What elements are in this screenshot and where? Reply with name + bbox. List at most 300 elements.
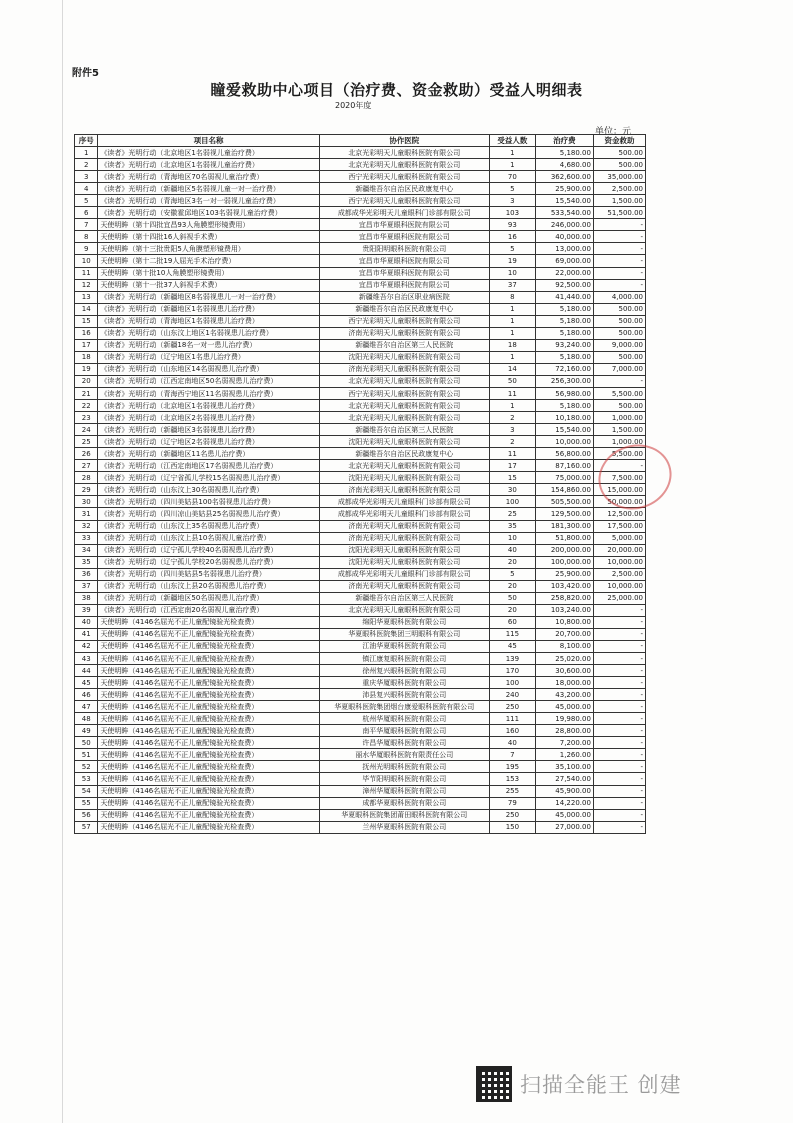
cell-project-name: 天使明眸（第十四批宜昌93人角膜塑形镜费用） [98,219,319,231]
table-row [75,556,646,568]
cell-no: 22 [75,400,98,412]
cell-no: 19 [75,363,98,375]
cell-no: 8 [75,231,98,243]
cell-project-name: 《读者》光明行动（江西定南20名弱视儿童治疗费） [98,604,319,616]
cell-no: 55 [75,797,98,809]
cell-no: 45 [75,677,98,689]
cell-treatment-fee: 35,100.00 [535,761,593,773]
header-no: 序号 [75,135,98,147]
cell-beneficiary-count: 1 [489,351,535,363]
cell-hospital: 华夏眼科医院集团三明眼科有限公司 [319,628,489,640]
cell-project-name: 天使明眸（第十批10人角膜塑形镜费用） [98,267,319,279]
cell-project-name: 天使明眸（4146名屈光不正儿童配镜验光检查费） [98,616,319,628]
cell-beneficiary-count: 50 [489,375,535,387]
cell-beneficiary-count: 153 [489,773,535,785]
cell-beneficiary-count: 5 [489,243,535,255]
cell-beneficiary-count: 17 [489,460,535,472]
table-row [75,737,646,749]
cell-treatment-fee: 129,500.00 [535,508,593,520]
cell-beneficiary-count: 10 [489,532,535,544]
cell-beneficiary-count: 1 [489,315,535,327]
table-row [75,400,646,412]
cell-treatment-fee: 69,000.00 [535,255,593,267]
cell-financial-aid: 25,000.00 [593,592,645,604]
header-fee: 治疗费 [535,135,593,147]
cell-no: 47 [75,701,98,713]
header-hospital: 协作医院 [319,135,489,147]
cell-beneficiary-count: 103 [489,207,535,219]
cell-financial-aid: - [593,773,645,785]
header-count: 受益人数 [489,135,535,147]
cell-hospital: 宜昌市华夏眼科医院有限公司 [319,279,489,291]
cell-beneficiary-count: 70 [489,171,535,183]
cell-beneficiary-count: 60 [489,616,535,628]
cell-no: 54 [75,785,98,797]
cell-project-name: 天使明眸（4146名屈光不正儿童配镜验光检查费） [98,653,319,665]
cell-project-name: 《读者》光明行动（新疆地区5名弱视儿童一对一治疗费） [98,183,319,195]
table-row [75,713,646,725]
cell-financial-aid: 500.00 [593,303,645,315]
cell-no: 29 [75,484,98,496]
cell-hospital: 成都华夏眼科医院有限公司 [319,797,489,809]
cell-treatment-fee: 8,100.00 [535,640,593,652]
cell-project-name: 《读者》光明行动（山东地区14名弱视患儿治疗费） [98,363,319,375]
cell-hospital: 北京光彩明天儿童眼科医院有限公司 [319,604,489,616]
cell-hospital: 华夏眼科医院集团莆田眼科医院有限公司 [319,809,489,821]
cell-beneficiary-count: 20 [489,580,535,592]
header-name: 项目名称 [98,135,319,147]
cell-financial-aid: - [593,809,645,821]
cell-financial-aid: 500.00 [593,327,645,339]
document-title: 瞳爱救助中心项目（治疗费、资金救助）受益人明细表 [210,81,583,99]
cell-financial-aid: - [593,749,645,761]
cell-hospital: 南平华厦眼科医院有限公司 [319,725,489,737]
cell-project-name: 《读者》光明行动（青海地区1名弱视患儿治疗费） [98,315,319,327]
cell-treatment-fee: 5,180.00 [535,303,593,315]
cell-treatment-fee: 246,000.00 [535,219,593,231]
cell-beneficiary-count: 2 [489,412,535,424]
cell-project-name: 《读者》光明行动（江西定南地区17名弱视患儿治疗费） [98,460,319,472]
cell-beneficiary-count: 160 [489,725,535,737]
cell-treatment-fee: 103,240.00 [535,604,593,616]
cell-hospital: 济南光彩明天儿童眼科医院有限公司 [319,484,489,496]
table-row [75,640,646,652]
table-header-row [75,135,646,147]
table-row [75,592,646,604]
cell-no: 43 [75,653,98,665]
cell-no: 12 [75,279,98,291]
table-row [75,604,646,616]
cell-no: 38 [75,592,98,604]
cell-project-name: 天使明眸（4146名屈光不正儿童配镜验光检查费） [98,809,319,821]
cell-treatment-fee: 45,000.00 [535,701,593,713]
cell-financial-aid: 500.00 [593,351,645,363]
cell-project-name: 《读者》光明行动（辽宁地区1名患儿治疗费） [98,351,319,363]
cell-beneficiary-count: 35 [489,520,535,532]
cell-no: 24 [75,424,98,436]
table-row [75,653,646,665]
cell-beneficiary-count: 11 [489,448,535,460]
cell-no: 20 [75,375,98,387]
cell-beneficiary-count: 150 [489,821,535,833]
table-row [75,279,646,291]
cell-treatment-fee: 27,540.00 [535,773,593,785]
table-row [75,412,646,424]
cell-financial-aid: 10,000.00 [593,556,645,568]
cell-treatment-fee: 45,000.00 [535,809,593,821]
cell-treatment-fee: 10,000.00 [535,436,593,448]
cell-beneficiary-count: 40 [489,737,535,749]
cell-financial-aid: 500.00 [593,315,645,327]
cell-treatment-fee: 56,800.00 [535,448,593,460]
cell-treatment-fee: 5,180.00 [535,147,593,159]
cell-treatment-fee: 13,000.00 [535,243,593,255]
cell-project-name: 天使明眸（第十四批16人斜视手术费） [98,231,319,243]
cell-treatment-fee: 100,000.00 [535,556,593,568]
table-row [75,544,646,556]
cell-financial-aid: - [593,737,645,749]
table-row [75,195,646,207]
table-row [75,436,646,448]
cell-no: 33 [75,532,98,544]
cell-financial-aid: - [593,761,645,773]
cell-no: 46 [75,689,98,701]
cell-financial-aid: - [593,460,645,472]
cell-beneficiary-count: 100 [489,677,535,689]
cell-financial-aid: 500.00 [593,400,645,412]
cell-treatment-fee: 40,000.00 [535,231,593,243]
cell-financial-aid: 20,000.00 [593,544,645,556]
cell-hospital: 华夏眼科医院集团烟台康爱眼科医院有限公司 [319,701,489,713]
cell-treatment-fee: 181,300.00 [535,520,593,532]
cell-hospital: 宜昌市华夏眼科医院有限公司 [319,219,489,231]
cell-financial-aid: 5,000.00 [593,532,645,544]
cell-beneficiary-count: 3 [489,424,535,436]
cell-project-name: 天使明眸（4146名屈光不正儿童配镜验光检查费） [98,689,319,701]
cell-treatment-fee: 56,980.00 [535,387,593,399]
cell-hospital: 西宁光彩明天儿童眼科医院有限公司 [319,195,489,207]
cell-no: 15 [75,315,98,327]
cell-beneficiary-count: 1 [489,400,535,412]
cell-project-name: 《读者》光明行动（四川美姑县5名弱视患儿治疗费） [98,568,319,580]
cell-hospital: 徐州复兴眼科医院有限公司 [319,665,489,677]
cell-financial-aid: 12,500.00 [593,508,645,520]
cell-project-name: 《读者》光明行动（新疆地区11名患儿治疗费） [98,448,319,460]
table-row [75,496,646,508]
cell-hospital: 丽水华厦眼科医院有限责任公司 [319,749,489,761]
table-row [75,243,646,255]
cell-no: 32 [75,520,98,532]
cell-no: 27 [75,460,98,472]
cell-financial-aid: 9,000.00 [593,339,645,351]
cell-no: 34 [75,544,98,556]
cell-treatment-fee: 5,180.00 [535,327,593,339]
cell-hospital: 新疆维吾尔自治区民政康复中心 [319,183,489,195]
cell-treatment-fee: 200,000.00 [535,544,593,556]
cell-project-name: 天使明眸（4146名屈光不正儿童配镜验光检查费） [98,640,319,652]
cell-beneficiary-count: 30 [489,484,535,496]
cell-beneficiary-count: 240 [489,689,535,701]
cell-hospital: 新疆维吾尔自治区第三人民医院 [319,592,489,604]
cell-financial-aid: - [593,701,645,713]
cell-treatment-fee: 20,700.00 [535,628,593,640]
cell-no: 30 [75,496,98,508]
cell-no: 5 [75,195,98,207]
table-row [75,460,646,472]
cell-project-name: 天使明眸（第十一批37人斜视手术费） [98,279,319,291]
cell-project-name: 《读者》光明行动（新疆18名一对一患儿治疗费） [98,339,319,351]
table-row [75,580,646,592]
cell-financial-aid: - [593,653,645,665]
cell-project-name: 天使明眸（4146名屈光不正儿童配镜验光检查费） [98,713,319,725]
cell-project-name: 《读者》光明行动（北京地区2名弱视患儿治疗费） [98,412,319,424]
cell-hospital: 新疆维吾尔自治区民政康复中心 [319,448,489,460]
cell-no: 10 [75,255,98,267]
cell-beneficiary-count: 37 [489,279,535,291]
cell-beneficiary-count: 45 [489,640,535,652]
cell-hospital: 宜昌市华夏眼科医院有限公司 [319,255,489,267]
cell-no: 26 [75,448,98,460]
cell-beneficiary-count: 79 [489,797,535,809]
cell-no: 37 [75,580,98,592]
cell-financial-aid: 2,500.00 [593,183,645,195]
cell-financial-aid: 500.00 [593,159,645,171]
table-row [75,255,646,267]
cell-project-name: 《读者》光明行动（辽宁孤儿学校20名弱视患儿治疗费） [98,556,319,568]
table-row [75,665,646,677]
table-row [75,375,646,387]
table-row [75,291,646,303]
cell-project-name: 《读者》光明行动（辽宁省孤儿学校15名弱视患儿治疗费） [98,472,319,484]
cell-hospital: 漳州华厦眼科医院有限公司 [319,785,489,797]
cell-hospital: 北京光彩明天儿童眼科医院有限公司 [319,412,489,424]
cell-beneficiary-count: 111 [489,713,535,725]
table-row [75,677,646,689]
cell-treatment-fee: 362,600.00 [535,171,593,183]
cell-beneficiary-count: 100 [489,496,535,508]
cell-financial-aid: 1,000.00 [593,412,645,424]
cell-hospital: 成都成华光彩明天儿童眼科门诊部有限公司 [319,568,489,580]
cell-hospital: 抚州光明眼科医院有限公司 [319,761,489,773]
cell-hospital: 毕节阳明眼科医院有限公司 [319,773,489,785]
cell-hospital: 沈阳光彩明天儿童眼科医院有限公司 [319,544,489,556]
cell-beneficiary-count: 16 [489,231,535,243]
cell-treatment-fee: 87,160.00 [535,460,593,472]
cell-hospital: 济南光彩明天儿童眼科医院有限公司 [319,327,489,339]
cell-financial-aid: - [593,628,645,640]
table-row [75,689,646,701]
cell-project-name: 《读者》光明行动（安徽霍邱地区103名弱视儿童治疗费） [98,207,319,219]
cell-project-name: 《读者》光明行动（青海西宁地区11名弱视患儿治疗费） [98,387,319,399]
cell-no: 40 [75,616,98,628]
cell-financial-aid: - [593,267,645,279]
cell-no: 50 [75,737,98,749]
cell-project-name: 《读者》光明行动（山东汶上30名弱视患儿治疗费） [98,484,319,496]
table-row [75,424,646,436]
cell-no: 18 [75,351,98,363]
cell-treatment-fee: 25,900.00 [535,568,593,580]
cell-hospital: 沈阳光彩明天儿童眼科医院有限公司 [319,472,489,484]
cell-treatment-fee: 5,180.00 [535,315,593,327]
cell-financial-aid: 5,500.00 [593,448,645,460]
cell-hospital: 许昌华厦眼科医院有限公司 [319,737,489,749]
cell-treatment-fee: 43,200.00 [535,689,593,701]
cell-treatment-fee: 256,300.00 [535,375,593,387]
table-row [75,520,646,532]
currency-unit: 单位：元 [595,127,632,137]
cell-no: 42 [75,640,98,652]
cell-no: 16 [75,327,98,339]
cell-hospital: 沛县复兴眼科医院有限公司 [319,689,489,701]
cell-no: 52 [75,761,98,773]
cell-treatment-fee: 5,180.00 [535,351,593,363]
cell-financial-aid: 15,000.00 [593,484,645,496]
cell-project-name: 《读者》光明行动（新疆地区1名弱视患儿治疗费） [98,303,319,315]
cell-project-name: 天使明眸（第十二批19人屈光手术治疗费） [98,255,319,267]
report-year: 2020年度 [335,101,372,110]
cell-no: 56 [75,809,98,821]
table-row [75,821,646,833]
cell-hospital: 北京光彩明天儿童眼科医院有限公司 [319,159,489,171]
cell-treatment-fee: 258,820.00 [535,592,593,604]
table-row [75,171,646,183]
cell-no: 51 [75,749,98,761]
table-row [75,797,646,809]
cell-hospital: 贵阳阳明眼科医院有限公司 [319,243,489,255]
cell-project-name: 天使明眸（4146名屈光不正儿童配镜验光检查费） [98,821,319,833]
table-row [75,231,646,243]
cell-treatment-fee: 505,500.00 [535,496,593,508]
cell-hospital: 北京光彩明天儿童眼科医院有限公司 [319,375,489,387]
cell-no: 23 [75,412,98,424]
cell-financial-aid: 1,000.00 [593,436,645,448]
cell-financial-aid: - [593,785,645,797]
table-row [75,809,646,821]
cell-hospital: 新疆维吾尔自治区民政康复中心 [319,303,489,315]
cell-project-name: 《读者》光明行动（山东汶上县10名弱视儿童治疗费） [98,532,319,544]
cell-project-name: 天使明眸（4146名屈光不正儿童配镜验光检查费） [98,725,319,737]
cell-financial-aid: - [593,616,645,628]
table-row [75,628,646,640]
table-row [75,327,646,339]
cell-treatment-fee: 41,440.00 [535,291,593,303]
table-row [75,749,646,761]
cell-no: 7 [75,219,98,231]
cell-financial-aid: - [593,821,645,833]
cell-beneficiary-count: 8 [489,291,535,303]
cell-hospital: 江油华夏眼科医院有限公司 [319,640,489,652]
cell-treatment-fee: 30,600.00 [535,665,593,677]
table-row [75,363,646,375]
table-row [75,159,646,171]
cell-financial-aid: - [593,713,645,725]
cell-beneficiary-count: 50 [489,592,535,604]
cell-project-name: 《读者》光明行动（北京地区1名弱视患儿治疗费） [98,400,319,412]
cell-hospital: 重庆华厦眼科医院有限公司 [319,677,489,689]
cell-beneficiary-count: 1 [489,147,535,159]
cell-treatment-fee: 1,260.00 [535,749,593,761]
cell-beneficiary-count: 10 [489,267,535,279]
cell-hospital: 北京光彩明天儿童眼科医院有限公司 [319,400,489,412]
cell-project-name: 《读者》光明行动（北京地区1名弱视儿童治疗费） [98,147,319,159]
cell-financial-aid: 5,500.00 [593,387,645,399]
cell-financial-aid: - [593,604,645,616]
cell-beneficiary-count: 250 [489,809,535,821]
cell-no: 9 [75,243,98,255]
cell-financial-aid: - [593,219,645,231]
cell-financial-aid: - [593,375,645,387]
cell-no: 13 [75,291,98,303]
cell-no: 44 [75,665,98,677]
scanner-watermark [476,1066,682,1102]
cell-hospital: 杭州华厦眼科医院有限公司 [319,713,489,725]
cell-hospital: 沈阳光彩明天儿童眼科医院有限公司 [319,351,489,363]
cell-beneficiary-count: 40 [489,544,535,556]
cell-financial-aid: 50,000.00 [593,496,645,508]
cell-financial-aid: 17,500.00 [593,520,645,532]
cell-project-name: 《读者》光明行动（江西定南地区50名弱视患儿治疗费） [98,375,319,387]
cell-hospital: 西宁光彩明天儿童眼科医院有限公司 [319,387,489,399]
cell-treatment-fee: 15,540.00 [535,424,593,436]
cell-hospital: 新疆维吾尔自治区第三人民医院 [319,424,489,436]
cell-treatment-fee: 10,180.00 [535,412,593,424]
cell-hospital: 成都成华光彩明天儿童眼科门诊部有限公司 [319,508,489,520]
cell-treatment-fee: 93,240.00 [535,339,593,351]
cell-beneficiary-count: 7 [489,749,535,761]
cell-hospital: 西宁光彩明天儿童眼科医院有限公司 [319,315,489,327]
cell-financial-aid: - [593,665,645,677]
cell-financial-aid: 2,500.00 [593,568,645,580]
table-row [75,315,646,327]
cell-beneficiary-count: 250 [489,701,535,713]
table-row [75,532,646,544]
cell-project-name: 《读者》光明行动（辽宁孤儿学校40名弱视患儿治疗费） [98,544,319,556]
cell-hospital: 西宁光彩明天儿童眼科医院有限公司 [319,171,489,183]
cell-beneficiary-count: 255 [489,785,535,797]
cell-financial-aid: 10,000.00 [593,580,645,592]
header-aid: 资金救助 [593,135,645,147]
cell-hospital: 北京光彩明天儿童眼科医院有限公司 [319,147,489,159]
cell-treatment-fee: 5,180.00 [535,400,593,412]
cell-beneficiary-count: 115 [489,628,535,640]
cell-financial-aid: - [593,640,645,652]
cell-project-name: 《读者》光明行动（辽宁地区2名弱视患儿治疗费） [98,436,319,448]
cell-treatment-fee: 51,800.00 [535,532,593,544]
cell-treatment-fee: 18,000.00 [535,677,593,689]
cell-treatment-fee: 92,500.00 [535,279,593,291]
cell-financial-aid: 35,000.00 [593,171,645,183]
cell-no: 3 [75,171,98,183]
cell-treatment-fee: 7,200.00 [535,737,593,749]
cell-hospital: 新疆维吾尔自治区职业病医院 [319,291,489,303]
cell-financial-aid: 1,500.00 [593,195,645,207]
cell-hospital: 绵阳华夏眼科医院有限公司 [319,616,489,628]
cell-financial-aid: 500.00 [593,147,645,159]
cell-hospital: 兰州华夏眼科医院有限公司 [319,821,489,833]
cell-project-name: 天使明眸（4146名屈光不正儿童配镜验光检查费） [98,797,319,809]
table-row [75,267,646,279]
cell-treatment-fee: 4,680.00 [535,159,593,171]
table-row [75,207,646,219]
annex-label: 附件5 [72,68,99,79]
cell-hospital: 宜昌市华夏眼科医院有限公司 [319,231,489,243]
cell-treatment-fee: 22,000.00 [535,267,593,279]
cell-no: 11 [75,267,98,279]
cell-treatment-fee: 15,540.00 [535,195,593,207]
cell-no: 1 [75,147,98,159]
cell-beneficiary-count: 14 [489,363,535,375]
cell-project-name: 《读者》光明行动（四川美姑县100名弱视患儿治疗费） [98,496,319,508]
